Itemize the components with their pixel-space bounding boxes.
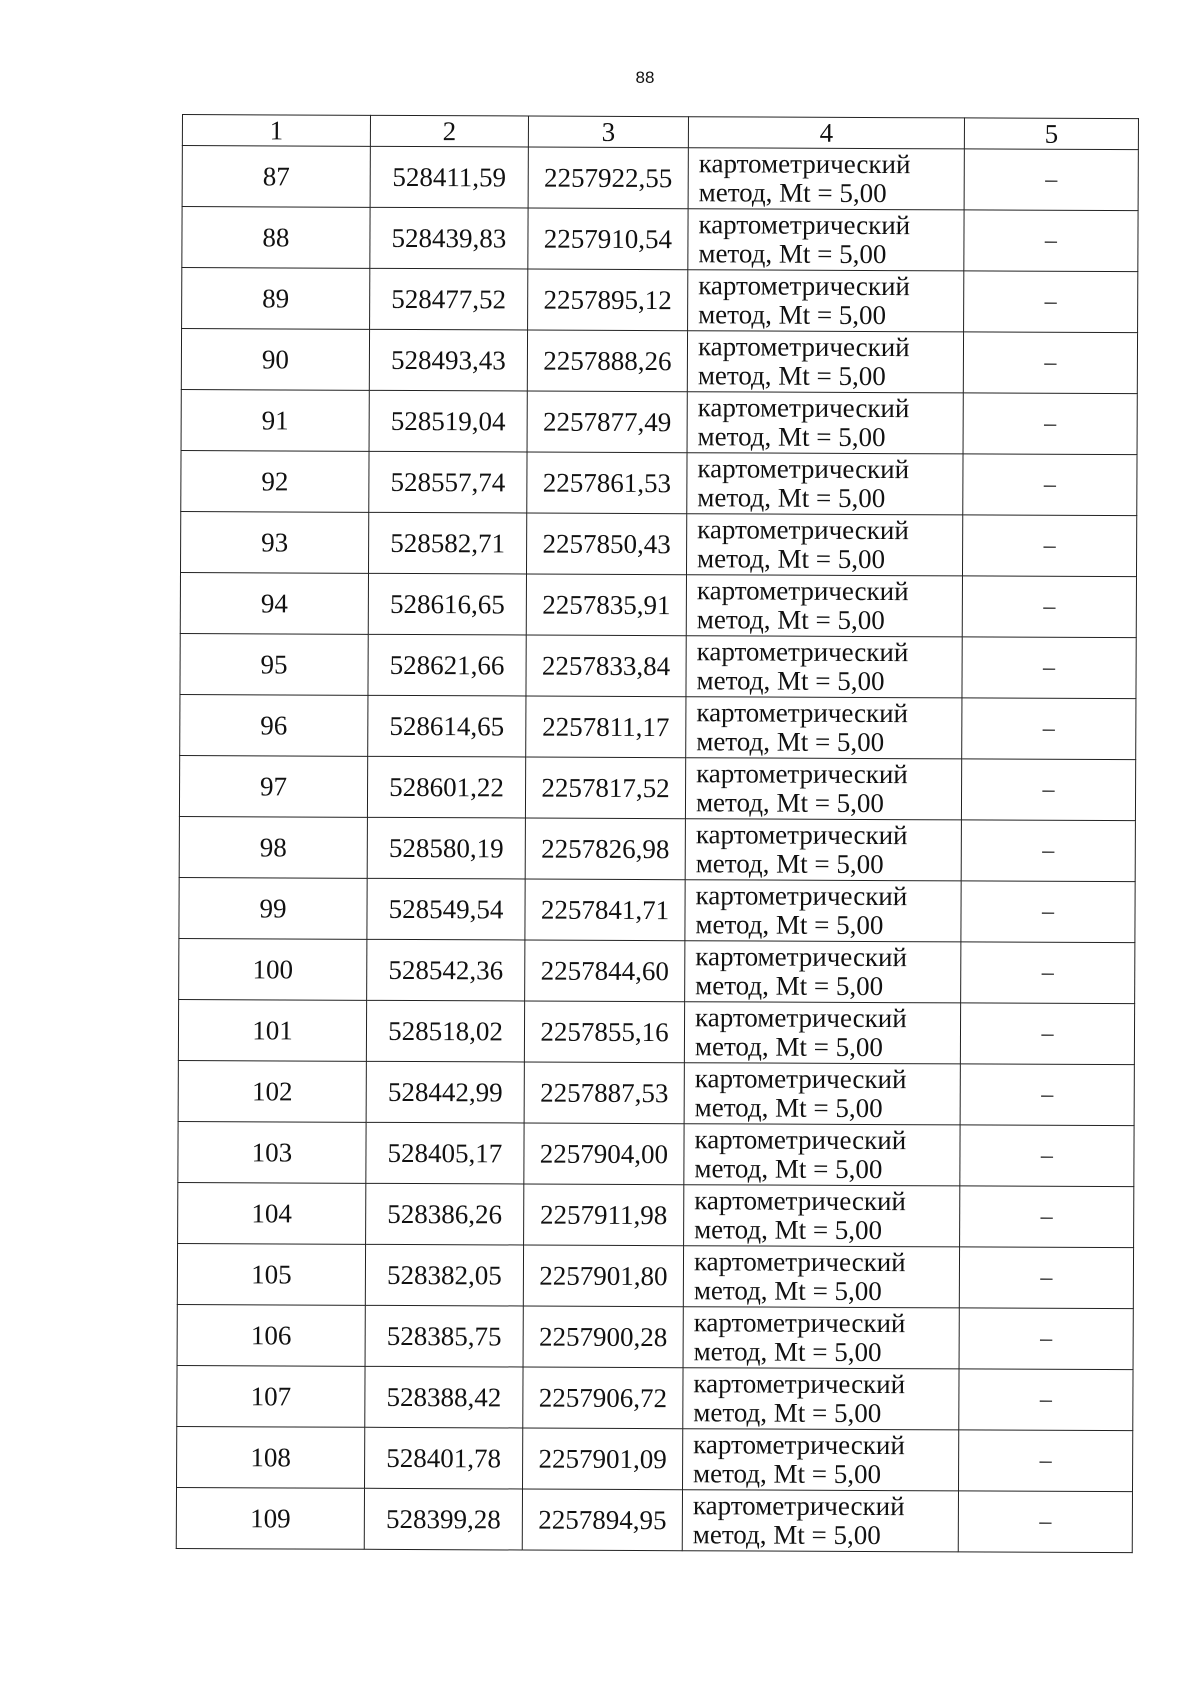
- method-cell: [687, 331, 963, 393]
- point-number-cell: 95: [180, 633, 368, 695]
- note-cell: –: [960, 1064, 1134, 1126]
- note-cell: –: [962, 698, 1136, 760]
- method-line-2: метод, Mt = 5,00: [692, 1519, 881, 1551]
- method-line-1: картометрический: [696, 758, 908, 790]
- x-coordinate-cell: 528582,71: [368, 512, 526, 574]
- point-number-cell: 98: [179, 816, 367, 878]
- method-cell: [685, 758, 961, 820]
- method-line-2: метод, Mt = 5,00: [693, 1336, 882, 1368]
- method-line-2: метод, Mt = 5,00: [695, 848, 884, 880]
- method-line-2: метод, Mt = 5,00: [696, 665, 885, 697]
- method-line-1: картометрический: [693, 1246, 906, 1278]
- column-header-5: 5: [964, 118, 1138, 150]
- method-line-1: картометрический: [692, 1490, 905, 1522]
- point-number-cell: 92: [181, 450, 369, 512]
- table-row: [178, 999, 1134, 1064]
- note-cell: –: [964, 149, 1138, 211]
- method-line-1: картометрический: [695, 819, 908, 851]
- point-number-cell: 91: [181, 389, 369, 451]
- method-line-2: метод, Mt = 5,00: [694, 1153, 883, 1185]
- x-coordinate-cell: 528382,05: [365, 1244, 523, 1306]
- table-row: [178, 1182, 1134, 1247]
- y-coordinate-cell: 2257877,49: [527, 391, 687, 453]
- method-line-1: картометрический: [693, 1429, 905, 1461]
- note-cell: –: [964, 271, 1138, 333]
- method-cell: [688, 209, 964, 271]
- x-coordinate-cell: 528388,42: [365, 1366, 523, 1428]
- x-coordinate-cell: 528399,28: [364, 1488, 522, 1550]
- y-coordinate-cell: 2257833,84: [526, 635, 686, 697]
- y-coordinate-cell: 2257817,52: [525, 757, 685, 819]
- note-cell: –: [963, 332, 1137, 394]
- table-row: [179, 816, 1135, 881]
- method-line-1: картометрический: [694, 1124, 907, 1156]
- column-header-3: 3: [528, 116, 688, 148]
- point-number-cell: 108: [177, 1426, 365, 1488]
- note-cell: –: [962, 576, 1136, 638]
- note-cell: –: [961, 759, 1135, 821]
- method-line-1: картометрический: [697, 392, 910, 424]
- x-coordinate-cell: 528557,74: [369, 451, 527, 513]
- y-coordinate-cell: 2257894,95: [522, 1489, 682, 1551]
- table-row: [176, 1487, 1132, 1552]
- method-line-2: метод, Mt = 5,00: [695, 970, 884, 1002]
- x-coordinate-cell: 528549,54: [367, 878, 525, 940]
- method-line-2: метод, Mt = 5,00: [694, 1214, 883, 1246]
- table-row: [181, 389, 1137, 454]
- y-coordinate-cell: 2257901,80: [523, 1245, 683, 1307]
- point-number-cell: 109: [176, 1487, 364, 1549]
- table-header: [182, 115, 1138, 150]
- table-row: [180, 511, 1136, 576]
- table-row: [182, 146, 1138, 211]
- x-coordinate-cell: 528493,43: [369, 329, 527, 391]
- method-cell: [686, 514, 962, 576]
- method-cell: [685, 941, 961, 1003]
- note-cell: –: [961, 942, 1135, 1004]
- point-number-cell: 106: [177, 1304, 365, 1366]
- table-row: [177, 1304, 1133, 1369]
- method-line-2: метод, Mt = 5,00: [698, 238, 887, 270]
- x-coordinate-cell: 528411,59: [370, 146, 528, 208]
- method-line-2: метод, Mt = 5,00: [693, 1275, 882, 1307]
- method-cell: [686, 575, 962, 637]
- note-cell: –: [960, 1003, 1134, 1065]
- method-cell: [682, 1490, 958, 1552]
- method-cell: [686, 636, 962, 698]
- y-coordinate-cell: 2257904,00: [524, 1123, 684, 1185]
- x-coordinate-cell: 528405,17: [366, 1122, 524, 1184]
- note-cell: –: [962, 637, 1136, 699]
- column-header-2: 2: [370, 115, 528, 147]
- point-number-cell: 96: [180, 694, 368, 756]
- method-cell: [684, 1124, 960, 1186]
- y-coordinate-cell: 2257911,98: [524, 1184, 684, 1246]
- method-line-2: метод, Mt = 5,00: [698, 299, 887, 331]
- point-number-cell: 100: [179, 938, 367, 1000]
- coordinates-table: [176, 114, 1139, 1553]
- method-line-1: картометрический: [694, 1002, 907, 1034]
- y-coordinate-cell: 2257906,72: [523, 1367, 683, 1429]
- note-cell: –: [963, 454, 1137, 516]
- point-number-cell: 89: [182, 268, 370, 330]
- method-cell: [683, 1429, 959, 1491]
- point-number-cell: 97: [179, 755, 367, 817]
- table-row: [180, 633, 1136, 698]
- method-cell: [684, 1185, 960, 1247]
- page-number: 88: [635, 68, 655, 87]
- x-coordinate-cell: 528386,26: [366, 1183, 524, 1245]
- y-coordinate-cell: 2257901,09: [523, 1428, 683, 1490]
- y-coordinate-cell: 2257888,26: [527, 330, 687, 392]
- x-coordinate-cell: 528519,04: [369, 390, 527, 452]
- method-line-2: метод, Mt = 5,00: [698, 177, 887, 209]
- note-cell: –: [961, 820, 1135, 882]
- point-number-cell: 93: [180, 511, 368, 573]
- column-header-4: 4: [688, 117, 964, 149]
- method-line-2: метод, Mt = 5,00: [697, 360, 886, 392]
- note-cell: –: [962, 515, 1136, 577]
- point-number-cell: 104: [178, 1182, 366, 1244]
- method-cell: [684, 1063, 960, 1125]
- x-coordinate-cell: 528601,22: [367, 756, 525, 818]
- method-line-1: картометрический: [696, 636, 909, 668]
- y-coordinate-cell: 2257922,55: [528, 147, 688, 209]
- x-coordinate-cell: 528614,65: [368, 695, 526, 757]
- method-cell: [688, 148, 964, 210]
- x-coordinate-cell: 528439,83: [370, 207, 528, 269]
- method-line-2: метод, Mt = 5,00: [697, 543, 886, 575]
- header-row: [182, 115, 1138, 150]
- table-row: [182, 268, 1138, 333]
- y-coordinate-cell: 2257844,60: [525, 940, 685, 1002]
- method-cell: [683, 1368, 959, 1430]
- method-line-2: метод, Mt = 5,00: [695, 909, 884, 941]
- table-body: [176, 146, 1138, 1553]
- point-number-cell: 99: [179, 877, 367, 939]
- x-coordinate-cell: 528616,65: [368, 573, 526, 635]
- note-cell: –: [958, 1491, 1132, 1553]
- column-header-1: 1: [182, 115, 370, 147]
- method-cell: [686, 697, 962, 759]
- table-row: [177, 1365, 1133, 1430]
- x-coordinate-cell: 528518,02: [366, 1000, 524, 1062]
- method-line-1: картометрический: [696, 697, 909, 729]
- method-line-2: метод, Mt = 5,00: [696, 604, 885, 636]
- table-row: [177, 1426, 1133, 1491]
- method-line-1: картометрический: [697, 453, 910, 485]
- x-coordinate-cell: 528621,66: [368, 634, 526, 696]
- method-line-1: картометрический: [694, 1063, 907, 1095]
- method-cell: [685, 880, 961, 942]
- table-row: [181, 329, 1137, 394]
- method-line-1: картометрический: [694, 1185, 906, 1217]
- method-cell: [687, 392, 963, 454]
- method-line-2: метод, Mt = 5,00: [697, 421, 886, 453]
- y-coordinate-cell: 2257811,17: [526, 696, 686, 758]
- method-cell: [685, 819, 961, 881]
- table-row: [179, 877, 1135, 942]
- point-number-cell: 107: [177, 1365, 365, 1427]
- method-line-1: картометрический: [693, 1307, 906, 1339]
- table-row: [180, 572, 1136, 637]
- method-line-2: метод, Mt = 5,00: [694, 1031, 883, 1063]
- y-coordinate-cell: 2257895,12: [528, 269, 688, 331]
- y-coordinate-cell: 2257835,91: [526, 574, 686, 636]
- x-coordinate-cell: 528442,99: [366, 1061, 524, 1123]
- note-cell: –: [959, 1247, 1133, 1309]
- method-cell: [684, 1002, 960, 1064]
- method-line-2: метод, Mt = 5,00: [693, 1397, 882, 1429]
- table-row: [181, 450, 1137, 515]
- y-coordinate-cell: 2257910,54: [528, 208, 688, 270]
- point-number-cell: 87: [182, 146, 370, 208]
- method-line-1: картометрический: [696, 575, 909, 607]
- y-coordinate-cell: 2257861,53: [527, 452, 687, 514]
- method-line-2: метод, Mt = 5,00: [694, 1092, 883, 1124]
- method-line-1: картометрический: [697, 331, 910, 363]
- table-row: [178, 1060, 1134, 1125]
- table-row: [180, 694, 1136, 759]
- y-coordinate-cell: 2257900,28: [523, 1306, 683, 1368]
- method-line-1: картометрический: [698, 209, 911, 241]
- method-line-2: метод, Mt = 5,00: [693, 1458, 882, 1490]
- method-line-1: картометрический: [698, 270, 910, 302]
- method-cell: [688, 270, 964, 332]
- method-cell: [683, 1307, 959, 1369]
- note-cell: –: [958, 1430, 1132, 1492]
- y-coordinate-cell: 2257841,71: [525, 879, 685, 941]
- point-number-cell: 94: [180, 572, 368, 634]
- method-cell: [683, 1246, 959, 1308]
- table-row: [178, 1121, 1134, 1186]
- y-coordinate-cell: 2257826,98: [525, 818, 685, 880]
- point-number-cell: 88: [182, 207, 370, 269]
- method-line-1: картометрический: [695, 941, 908, 973]
- method-cell: [687, 453, 963, 515]
- y-coordinate-cell: 2257855,16: [524, 1001, 684, 1063]
- method-line-2: метод, Mt = 5,00: [696, 726, 885, 758]
- y-coordinate-cell: 2257887,53: [524, 1062, 684, 1124]
- table-row: [179, 938, 1135, 1003]
- note-cell: –: [960, 1125, 1134, 1187]
- method-line-1: картометрический: [697, 514, 909, 546]
- x-coordinate-cell: 528580,19: [367, 817, 525, 879]
- method-line-1: картометрический: [693, 1368, 906, 1400]
- y-coordinate-cell: 2257850,43: [526, 513, 686, 575]
- note-cell: –: [963, 393, 1137, 455]
- note-cell: –: [959, 1369, 1133, 1431]
- note-cell: –: [961, 881, 1135, 943]
- x-coordinate-cell: 528385,75: [365, 1305, 523, 1367]
- method-line-2: метод, Mt = 5,00: [695, 787, 885, 819]
- x-coordinate-cell: 528401,78: [365, 1427, 523, 1489]
- method-line-1: картометрический: [698, 148, 911, 180]
- point-number-cell: 90: [181, 329, 369, 391]
- point-number-cell: 102: [178, 1060, 366, 1122]
- point-number-cell: 105: [177, 1243, 365, 1305]
- table-row: [179, 755, 1135, 820]
- point-number-cell: 103: [178, 1121, 366, 1183]
- point-number-cell: 101: [178, 999, 366, 1061]
- note-cell: –: [964, 210, 1138, 272]
- x-coordinate-cell: 528477,52: [370, 268, 528, 330]
- table-row: [177, 1243, 1133, 1308]
- note-cell: –: [960, 1186, 1134, 1248]
- x-coordinate-cell: 528542,36: [367, 939, 525, 1001]
- note-cell: –: [959, 1308, 1133, 1370]
- method-line-1: картометрический: [695, 880, 908, 912]
- method-line-2: метод, Mt = 5,00: [697, 482, 886, 514]
- table-row: [182, 207, 1138, 272]
